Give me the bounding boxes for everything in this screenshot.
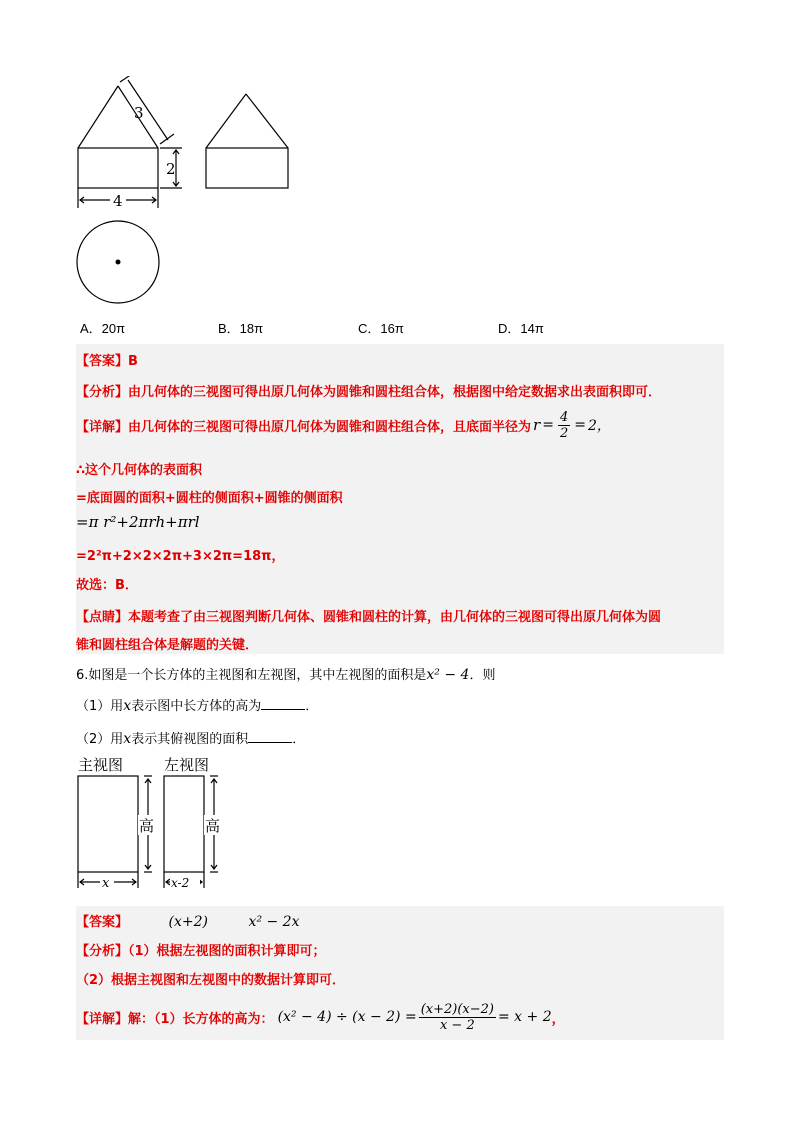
part1-text: 表示图中长方体的高为 — [131, 699, 262, 714]
q6-stem-end: ．则 — [469, 668, 496, 683]
dim-height-label: 2 — [166, 160, 176, 178]
front-height-label: 高 — [139, 817, 155, 835]
analysis-text: 由几何体的三视图可得出原几何体为圆锥和圆柱组合体，根据图中给定数据求出表面积即可． — [128, 385, 662, 400]
q5-analysis — [76, 381, 661, 400]
q5-answer — [76, 350, 138, 369]
part2-text: 表示其俯视图的面积 — [131, 732, 249, 747]
q6-stem-expr: x² − 4 — [426, 667, 470, 683]
choice-a[interactable]: A．20π — [80, 321, 126, 336]
q6-detail-result: = x + 2 — [497, 1009, 552, 1025]
detail-tag: 【详解】 — [76, 419, 129, 435]
q5-comment — [76, 606, 661, 625]
q5-choose: 故选：B． — [76, 578, 138, 593]
front-view — [78, 76, 182, 208]
three-view-figure — [70, 76, 300, 308]
side-view — [206, 94, 288, 188]
q6-fraction-numerator: (x+2)(x−2) — [420, 1001, 494, 1017]
part1-var: x — [123, 698, 132, 714]
q6-detail-end: ， — [551, 1011, 565, 1027]
part1-prefix: （1）用 — [76, 699, 124, 714]
q6-stem — [76, 664, 495, 683]
left-height-label: 高 — [205, 817, 221, 835]
radius-fraction — [558, 410, 570, 441]
q6-answer — [76, 911, 300, 930]
dim-slant-label: 3 — [134, 104, 144, 122]
q5-formula-words: =底面圆的面积+圆柱的侧面积+圆锥的侧面积 — [76, 491, 343, 506]
q6-detail-tag: 【详解】 — [76, 1011, 129, 1027]
choice-b[interactable]: B．18π — [218, 321, 264, 336]
q6-detail-text: 解：（1）长方体的高为： — [128, 1011, 274, 1027]
part1-end: ． — [305, 699, 319, 714]
answer-choices — [80, 318, 720, 338]
dim-width-label: 4 — [113, 192, 123, 210]
q6-fraction-denominator: x − 2 — [439, 1017, 475, 1033]
front-view-rect — [78, 776, 138, 872]
radius-result: 2， — [587, 418, 611, 434]
answer-value: B — [128, 354, 138, 369]
q6-stem-text: 6.如图是一个长方体的主视图和左视图，其中左视图的面积是 — [76, 668, 427, 683]
q6-detail — [76, 998, 565, 1036]
q5-therefore: ∴这个几何体的表面积 — [76, 463, 203, 478]
q6-part2 — [76, 728, 305, 747]
choice-c[interactable]: C．16π — [358, 321, 404, 336]
q5-calculation: =2²π+2×2×2π+3×2π=18π， — [76, 549, 285, 564]
comment-tag: 【点睛】 — [76, 610, 129, 625]
left-view-label: 左视图 — [164, 756, 210, 774]
q6-analysis — [76, 940, 326, 959]
fraction-numerator: 4 — [559, 409, 569, 425]
q6-detail-fraction — [419, 1002, 496, 1033]
radius-var: r — [533, 416, 541, 434]
q6-detail-expr: (x² − 4) ÷ (x − 2) = — [277, 1009, 417, 1025]
fraction-denominator: 2 — [559, 425, 569, 441]
q5-detail: 【详解】 由几何体的三视图可得出原几何体为圆锥和圆柱组合体，且底面半径为 r = $\frac{4}{2}$ = 2， — [76, 409, 611, 441]
front-view-label: 主视图 — [78, 756, 124, 774]
box-views-figure — [72, 752, 232, 892]
answer-tag: 【答案】 — [76, 354, 129, 369]
left-view-rect — [164, 776, 204, 872]
top-view — [77, 221, 159, 303]
q6-answer-2: x² − 2x — [248, 914, 300, 930]
q5-formula-symbolic: =π r²+2πrh+πrl — [76, 513, 200, 531]
q6-analysis-tag: 【分析】 — [76, 944, 129, 959]
part1-blank[interactable] — [261, 697, 305, 710]
q6-part1 — [76, 695, 318, 714]
comment-text-1: 本题考查了由三视图判断几何体、圆锥和圆柱的计算，由几何体的三视图可得出原几何体为圆 — [128, 610, 662, 625]
part2-blank[interactable] — [248, 730, 292, 743]
left-width-label: x-2 — [171, 876, 190, 890]
analysis-tag: 【分析】 — [76, 385, 129, 400]
q6-answer-tag: 【答案】 — [76, 915, 129, 930]
q6-analysis-cont: （2）根据主视图和左视图中的数据计算即可． — [76, 973, 346, 988]
q6-answer-1: (x+2) — [168, 914, 209, 930]
detail-text: 由几何体的三视图可得出原几何体为圆锥和圆柱组合体，且底面半径为 — [128, 419, 532, 435]
front-width-label: x — [102, 876, 110, 891]
q6-analysis-1: （1）根据左视图的面积计算即可； — [128, 944, 326, 959]
part2-end: ． — [292, 732, 306, 747]
part2-prefix: （2）用 — [76, 732, 124, 747]
part2-var: x — [123, 731, 132, 747]
choice-d[interactable]: D．14π — [498, 321, 544, 336]
q5-comment-cont: 锥和圆柱组合体是解题的关键． — [76, 638, 259, 653]
